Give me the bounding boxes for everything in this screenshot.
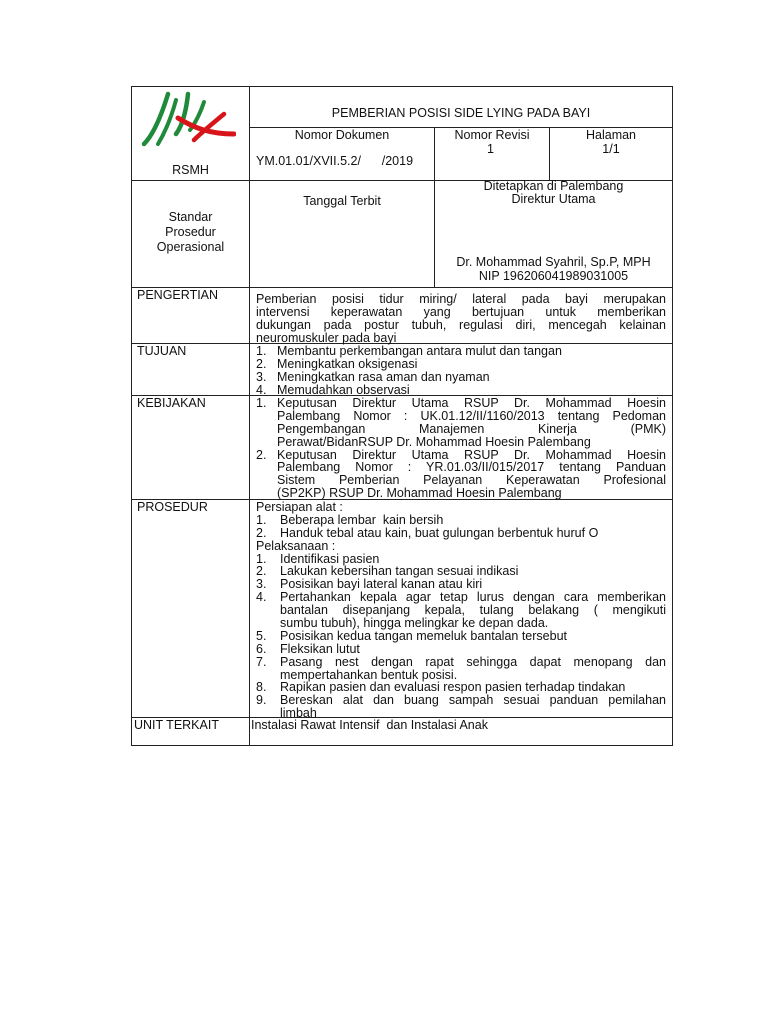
kebijakan-line: Perawat/BidanRSUP Dr. Mohammad Hoesin Palembang xyxy=(277,434,591,449)
list-item xyxy=(256,694,666,707)
list-item: 2. Keputusan Direktur Utama RSUP Dr. Mohammad Hoesin xyxy=(256,447,666,462)
sop-label-line3: Operasional xyxy=(156,240,225,254)
kebijakan-line: Pengembangan Manajemen Kinerja (PMK) xyxy=(277,421,666,436)
rsmh-logo-icon xyxy=(140,88,236,150)
step-number: 1. xyxy=(256,551,267,566)
step-text: Pasang nest dengan rapat sehingga dapat menopang dan xyxy=(280,654,666,669)
kebijakan-line: (SP2KP) RSUP Dr. Mohammad Hoesin Palembang xyxy=(277,486,562,501)
kebijakan-line: Sistem Pemberian Pelayanan Keperawatan Profesional xyxy=(277,473,666,488)
pengertian-label: PENGERTIAN xyxy=(137,288,219,302)
step-text: mempertahankan bentuk posisi. xyxy=(280,667,458,682)
pengertian-line: intervensi keperawatan yang bertujuan untuk memberikan xyxy=(256,305,666,319)
tujuan-item: Meningkatkan oksigenasi xyxy=(277,356,418,371)
step-number: 9. xyxy=(256,693,267,708)
step-number: 2. xyxy=(256,564,267,579)
label-column-divider xyxy=(249,86,250,746)
list-item: 1. Keputusan Direktur Utama RSUP Dr. Mohammad Hoesin xyxy=(256,396,666,410)
step-text: Posisikan kedua tangan memeluk bantalan tersebut xyxy=(280,628,567,643)
step-number: 4. xyxy=(256,590,267,605)
director-nip: NIP 196206041989031005 xyxy=(478,269,629,283)
page-value: 1/1 xyxy=(602,142,620,156)
list-item xyxy=(256,423,666,436)
tujuan-item: Meningkatkan rasa aman dan nyaman xyxy=(277,369,490,384)
document-title: PEMBERIAN POSISI SIDE LYING PADA BAYI xyxy=(331,106,591,120)
tujuan-item: Membantu perkembangan antara mulut dan tangan xyxy=(277,344,562,358)
kebijakan-line: Keputusan Direktur Utama RSUP Dr. Mohammad Hoesin xyxy=(277,447,666,462)
prosedur-label: PROSEDUR xyxy=(137,500,208,514)
step-text: sumbu tubuh), hingga melingkar ke depan dada. xyxy=(280,616,549,631)
step-text: Posisikan bayi lateral kanan atau kiri xyxy=(280,577,483,592)
pengertian-line: neuromuskuler pada bayi xyxy=(256,331,397,345)
pengertian-line: Pemberian posisi tidur miring/ lateral pada bayi merupakan xyxy=(256,292,666,306)
step-text: Fleksikan lutut xyxy=(280,641,360,656)
prep-item: Handuk tebal atau kain, buat gulungan berbentuk huruf O xyxy=(280,525,599,540)
prep-title xyxy=(256,501,666,514)
page-label: Halaman xyxy=(585,128,637,142)
step-text: Rapikan pasien dan evaluasi respon pasien terhadap tindakan xyxy=(280,680,626,695)
list-item: 3. Meningkatkan rasa aman dan nyaman xyxy=(256,369,490,384)
step-number: 6. xyxy=(256,641,267,656)
doc-number-value: YM.01.01/XVII.5.2/ /2019 xyxy=(256,154,414,168)
step-number: 7. xyxy=(256,654,267,669)
list-item xyxy=(256,617,666,630)
issue-date-label: Tanggal Terbit xyxy=(303,194,381,208)
kebijakan-line: Palembang Nomor : UK.01.12/II/1160/2013 tentang Pedoman xyxy=(277,408,666,423)
list-item xyxy=(256,630,666,643)
kebijakan-line: Palembang Nomor : YR.01.03/II/015/2017 tentang Panduan xyxy=(277,460,666,475)
step-number: 8. xyxy=(256,680,267,695)
exec-title xyxy=(256,540,666,553)
table-border-right xyxy=(672,86,673,746)
table-border-top xyxy=(131,86,673,87)
sop-label-line1: Standar xyxy=(168,210,213,224)
pengertian-line: dukungan pada postur tubuh, regulasi diri, mencegah kelainan xyxy=(256,318,666,332)
kebijakan-list xyxy=(256,397,666,500)
list-item xyxy=(256,436,666,449)
revision-value: 1 xyxy=(487,142,494,156)
list-item: 4. Memudahkan observasi xyxy=(256,382,410,397)
prosedur-list xyxy=(256,501,666,720)
table-border-bottom xyxy=(131,745,673,746)
step-text: Identifikasi pasien xyxy=(280,551,380,566)
table-border-left xyxy=(131,86,132,746)
step-number: 3. xyxy=(256,577,267,592)
step-text: Bereskan alat dan buang sampah sesuai panduan pemilahan xyxy=(280,693,666,708)
doc-number-label: Nomor Dokumen xyxy=(294,128,390,142)
tujuan-item: Memudahkan observasi xyxy=(277,382,410,397)
kebijakan-label: KEBIJAKAN xyxy=(137,396,206,410)
exec-list xyxy=(256,553,666,721)
kebijakan-line: Keputusan Direktur Utama RSUP Dr. Mohammad Hoesin xyxy=(277,396,666,410)
step-text: bantalan disepanjang kepala, tulang belakang ( mengikuti xyxy=(280,603,666,618)
list-item xyxy=(256,410,666,423)
revision-label: Nomor Revisi xyxy=(454,128,530,142)
unit-label: UNIT TERKAIT xyxy=(134,718,219,732)
list-item: 2. Handuk tebal atau kain, buat gulungan berbentuk huruf O xyxy=(256,525,599,540)
unit-value: Instalasi Rawat Intensif dan Instalasi Anak xyxy=(251,718,488,732)
list-item xyxy=(256,656,666,669)
list-item: 1. Beberapa lembar kain bersih xyxy=(256,512,444,527)
list-item: 2. Meningkatkan oksigenasi xyxy=(256,356,418,371)
director-title: Direktur Utama xyxy=(511,192,596,206)
prep-item: Beberapa lembar kain bersih xyxy=(280,512,444,527)
set-at-text: Ditetapkan di Palembang xyxy=(483,179,624,193)
list-item xyxy=(256,643,666,656)
step-number: 5. xyxy=(256,628,267,643)
step-text: Lakukan kebersihan tangan sesuai indikasi xyxy=(280,564,519,579)
institution-name: RSMH xyxy=(172,163,209,177)
list-item: 1. Membantu perkembangan antara mulut dan tangan xyxy=(256,344,562,358)
exec-title-text: Pelaksanaan : xyxy=(256,538,336,553)
list-item xyxy=(256,487,666,500)
tujuan-list xyxy=(256,345,666,397)
step-text: Pertahankan kepala agar tetap lurus dengan cara memberikan xyxy=(280,590,666,605)
sop-label-line2: Prosedur xyxy=(165,225,216,239)
tujuan-label: TUJUAN xyxy=(137,344,187,358)
director-name: Dr. Mohammad Syahril, Sp.P, MPH xyxy=(456,255,651,269)
step-text: limbah xyxy=(280,706,317,721)
prep-title-text: Persiapan alat : xyxy=(256,500,343,514)
